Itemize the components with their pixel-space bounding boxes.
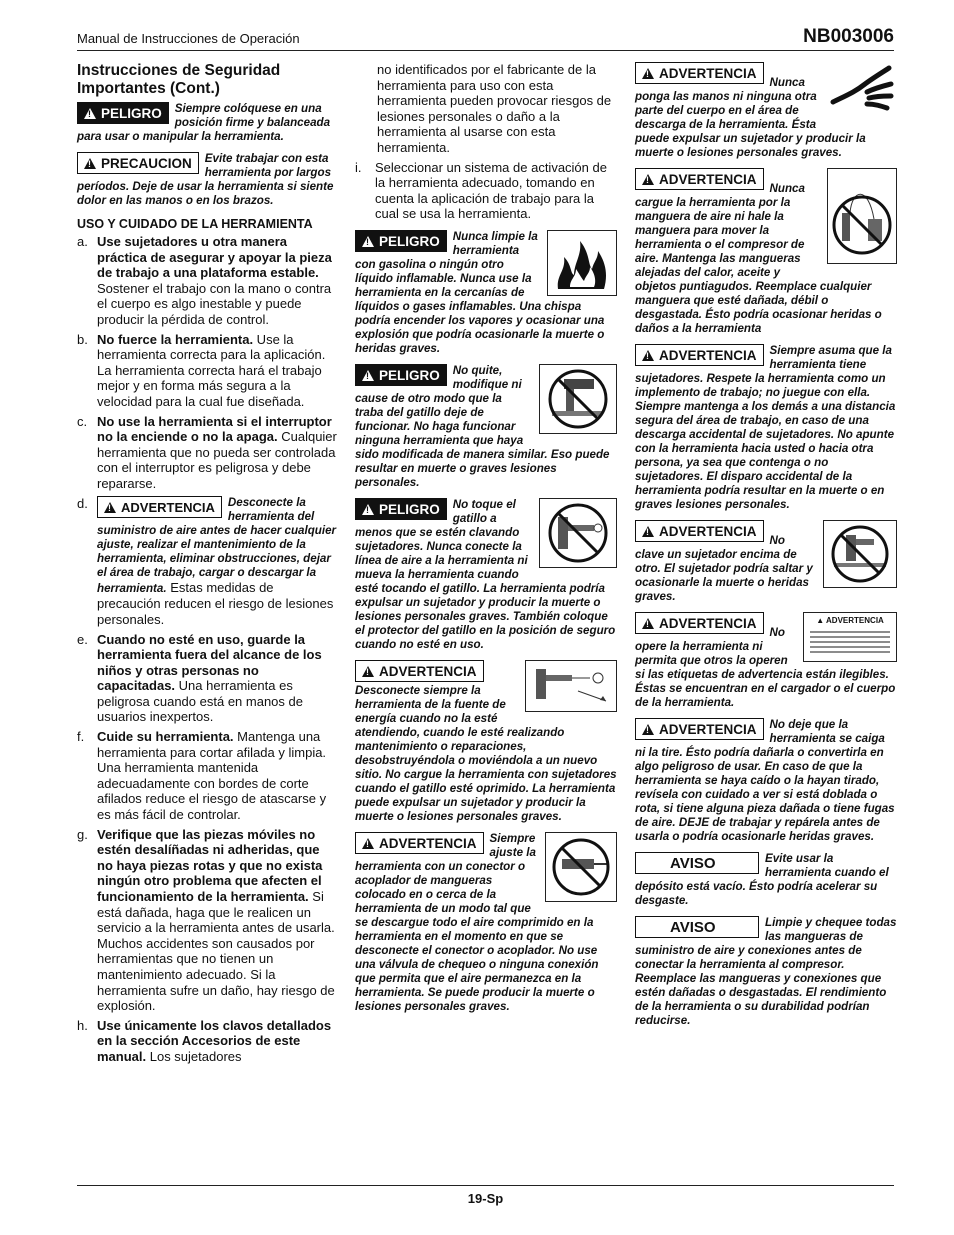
advertencia-badge: !ADVERTENCIA	[635, 718, 764, 740]
list-item-c: c. No use la herramienta si el interruptor no la enciende o no la apaga. Cualquier herramienta que no pueda ser controlada con el interruptor es peligrosa y debe repararse.	[77, 413, 337, 491]
peligro-warning-trigger-lock	[355, 364, 617, 490]
aviso-notice-hoses	[635, 916, 897, 1028]
warning-text: Siempre colóquese en una posición firme y balanceada para usar o manipular la herramienta.	[77, 102, 331, 143]
warning-text: Nunca ponga las manos ni ninguna otra parte del cuerpo en el área de descarga de la herramienta. Ésta puede expulsar un sujetador y producir la muerte o lesiones personales graves.	[635, 76, 866, 159]
list-item-h: h. Use únicamente los clavos detallados en la sección Accesorios de este manual. Los sujetadores	[77, 1017, 332, 1064]
warning-triangle-icon	[642, 526, 654, 537]
aviso-badge: AVISO	[635, 916, 759, 938]
peligro-warning-flammable	[355, 230, 617, 356]
advertencia-badge: !ADVERTENCIA	[635, 168, 764, 190]
advertencia-warning-coupler	[355, 832, 617, 1014]
no-touch-trigger-icon	[539, 498, 617, 568]
advertencia-warning-disconnect	[355, 660, 617, 824]
column-2	[355, 62, 617, 1022]
warning-text: No quite, modifique ni cause de otro modo que la traba del gatillo deje de funcionar. No haga funcionar ninguna herramienta que haya sido modificada de manera similar. Eso puede resultar en muerte o graves lesiones personales.	[355, 363, 610, 489]
warning-triangle-icon	[642, 618, 654, 629]
warning-triangle-icon	[362, 838, 374, 849]
warning-triangle-icon	[104, 502, 116, 513]
aviso-badge: AVISO	[635, 852, 759, 874]
advertencia-warning-drop	[635, 718, 897, 844]
peligro-badge: !PELIGRO	[77, 102, 169, 124]
advertencia-badge: !ADVERTENCIA	[635, 62, 764, 84]
peligro-warning	[77, 102, 339, 144]
advertencia-warning-hose	[635, 168, 897, 336]
warning-text: No deje que la herramienta se caiga ni la tire. Ésto podría dañarla o convertirla en algo peligroso de usar. En caso de que la herramienta se haya caído o la hayan tirado, revísela con cuidado a ver si está doblada o rota, si tiene alguna pieza dañada o tiene fugas de aire. DEJE de trabajar y repárela antes de usarla o podría ocasionarle heridas graves.	[635, 718, 895, 843]
list-item-h-continued: no identificados por el fabricante de la herramienta para uso con esta herramienta pueden provocar riesgos de lesiones personales o daño a la herramienta al usarse con esta herramienta.	[377, 62, 612, 155]
fire-icon	[547, 230, 617, 296]
peligro-badge: !PELIGRO	[355, 364, 447, 386]
warning-triangle-icon	[84, 158, 96, 169]
warning-triangle-icon	[84, 108, 96, 119]
advertencia-badge: !ADVERTENCIA	[635, 520, 764, 542]
warning-triangle-icon	[642, 724, 654, 735]
list-item-a: a. Use sujetadores u otra manera práctica de asegurar y apoyar la pieza de trabajo a una plataforma estable. Sostener el trabajo con la mano o contra el cuerpo es algo inestable y puede producir la pérdida de control.	[77, 234, 332, 327]
warning-text: Evite trabajar con esta herramienta por largos períodos. Deje de usar la herramienta si siente dolor en las manos o en los brazos.	[77, 152, 334, 207]
warning-triangle-icon	[362, 504, 374, 515]
subsection-title: USO Y CUIDADO DE LA HERRAMIENTA	[77, 217, 313, 231]
warning-triangle-icon	[642, 350, 654, 361]
warning-text: Evite usar la herramienta cuando el depósito está vacío. Ésto podría acelerar su desgaste.	[635, 852, 889, 907]
page-header	[77, 28, 894, 51]
no-modify-tool-icon	[539, 364, 617, 434]
peligro-warning-trigger	[355, 498, 617, 652]
precaucion-warning	[77, 152, 339, 208]
warning-triangle-icon	[642, 174, 654, 185]
advertencia-warning-assume-loaded	[635, 344, 897, 512]
list-item-b: b. No fuerce la herramienta. Use la herramienta correcta para la aplicación. La herramienta correcta hará el trabajo mejor y en forma más segura a la velocidad para la cual fue diseñada.	[77, 331, 326, 409]
peligro-badge: !PELIGRO	[355, 230, 447, 252]
no-stack-fasteners-icon	[823, 520, 897, 588]
warning-label-image	[803, 612, 897, 662]
hand-icon	[827, 62, 897, 122]
list-item-f: f. Cuide su herramienta. Mantenga una herramienta para cortar afilada y limpia. Una herramienta mantenida adecuadamente con bordes de corte afilados reduce el riesgo de atascarse y es más fácil de controlar.	[77, 729, 327, 823]
advertencia-badge: !ADVERTENCIA	[355, 832, 484, 854]
column-1	[77, 62, 339, 1069]
warning-text: Limpie y chequee todas las mangueras de suministro de aire y conexiones antes de conectar la herramienta al compresor. Reemplace las mangueras y conexiones que estén dañadas o desgastadas. El rendimiento de la herramienta o su durabilidad podrían reducirse.	[635, 916, 897, 1027]
disconnect-tool-icon	[525, 660, 617, 712]
warning-text: Siempre ajuste la herramienta con un conector o acoplador de mangueras colocado en o cerca de la herramienta de un modo tal que se descargue todo el aire comprimido en la herramienta en el momento en que se desconecte el conector o acoplador. No use una válvula de chequeo o ninguna conexión que permita que el aire permanezca en la herramienta. Se puede producir la muerte o lesiones personales graves.	[355, 831, 599, 1013]
advertencia-badge: !ADVERTENCIA	[355, 660, 484, 682]
list-item-d: d. ! ADVERTENCIA Desconecte la herramienta del suministro de aire antes de hacer cualquier ajuste, realizar el mantenimiento de la herramienta, eliminar obstrucciones, dejar el área de trabajo, cargar o descargar la herramienta. Estas medidas de precaución reducen el riesgo de lesiones personales.	[77, 496, 339, 628]
advertencia-badge: ! ADVERTENCIA	[97, 496, 222, 518]
section-title: Instrucciones de Seguridad Importantes (Cont.)	[77, 62, 281, 97]
advertencia-warning-hands	[635, 62, 897, 160]
list-item-g: g. Verifique que las piezas móviles no estén desalíñadas ni adheridas, que no haya piezas rotas y que no exista ningún otro problema que afecten el funcionamiento de la herramienta. Si está dañada, haga que le realicen un servicio a la herramienta antes de usarla. Muchos accidentes son causados por herramientas que no tienen un mantenimiento adecuado. Si la herramienta sufre un daño, hay riesgo de explosión.	[77, 826, 335, 1014]
peligro-badge: !PELIGRO	[355, 498, 447, 520]
list-item-i: i. Seleccionar un sistema de activación de la herramienta adecuado, tomando en cuenta la aplicación de trabajo para la cual se usa la herramienta.	[355, 159, 607, 222]
warning-text: Desconecte siempre la herramienta de la fuente de energía cuando no la esté atendiendo, cuando le esté realizando mantenimiento o reparaciones, desobstruyéndola o moviéndola a un nuevo sitio. No cargue la herramienta con sujetadores cuando el gatillo esté oprimido. La herramienta puede expulsar un sujetador y producir la muerte o lesiones personales graves.	[355, 683, 617, 823]
page-number: 19-Sp	[467, 1191, 504, 1206]
list-item-e: e. Cuando no esté en uso, guarde la herramienta fuera del alcance de los niños y otras personas no capacitadas. Una herramienta es peligrosa cuando está en manos de usuarios inexpertos.	[77, 631, 322, 725]
no-check-valve-icon	[545, 832, 617, 902]
warning-text: No toque el gatillo a menos que se estén clavando sujetadores. Nunca conecte la línea de aire a la herramienta ni mueva la herramienta cuando esté tocando el gatillo. La herramienta podría expulsar un sujetador y producir la muerte o lesiones personales graves. También coloque el protector del gatillo en la posición de seguro cuando no esté en uso.	[355, 497, 616, 651]
warning-triangle-icon	[362, 370, 374, 381]
warning-text: Nunca limpie la herramienta con gasolina o ningún otro líquido inflamable. Nunca use la herramienta en la cercanías de líquidos o gases inflamables. Una chispa podría encender los vapores y ocasionar una explosión que podría ocasionarle la muerte o heridas graves.	[355, 229, 605, 355]
manual-title: Manual de Instrucciones de Operación	[77, 31, 300, 46]
no-carry-by-hose-icon	[827, 168, 897, 264]
model-code: NB003006	[803, 26, 894, 47]
warning-text: Siempre asuma que la herramienta tiene sujetadores. Respete la herramienta como un implemento de trabajo; no juegue con ella. Siempre mantenga a los demás a una distancia segura del área de trabajo, en caso de una descarga accidental de sujetadores. No apunte con la herramienta hacia usted o hacia otra persona, ya sea que contenga o no sujetadores. El disparo accidental de la herramienta podría resultar en la muerte o en graves lesiones personales.	[635, 344, 896, 511]
advertencia-badge: !ADVERTENCIA	[635, 612, 764, 634]
warning-triangle-icon	[362, 236, 374, 247]
advertencia-warning-labels	[635, 612, 897, 710]
warning-text: No clave un sujetador encima de otro. El sujetador podría saltar y ocasionarle la muerte o heridas graves.	[635, 534, 813, 603]
aviso-notice-empty	[635, 852, 897, 908]
column-3	[635, 62, 897, 1036]
warning-text: No opere la herramienta ni permita que otros la operen si las etiquetas de advertencia están ilegibles. Éstas se encuentran en el cargador o el cuerpo de la herramienta.	[635, 626, 896, 709]
warning-triangle-icon	[642, 68, 654, 79]
advertencia-warning-stacking	[635, 520, 897, 604]
advertencia-badge: !ADVERTENCIA	[635, 344, 764, 366]
warning-triangle-icon	[362, 666, 374, 677]
precaucion-badge: !PRECAUCION	[77, 152, 199, 174]
warning-text: Nunca cargue la herramienta por la manguera de aire ni hale la manguera para mover la herramienta o el compresor de aire. Mantenga las mangueras alejadas del calor, aceite y objetos puntiagudos. Reemplace cualquier manguera que esté dañada, débil o desgastada. Ésto podría ocasionar heridas o daños a la herramienta	[635, 182, 882, 335]
warning-label-caption: ▲ ADVERTENCIA	[816, 616, 884, 625]
page-footer	[77, 1185, 894, 1206]
